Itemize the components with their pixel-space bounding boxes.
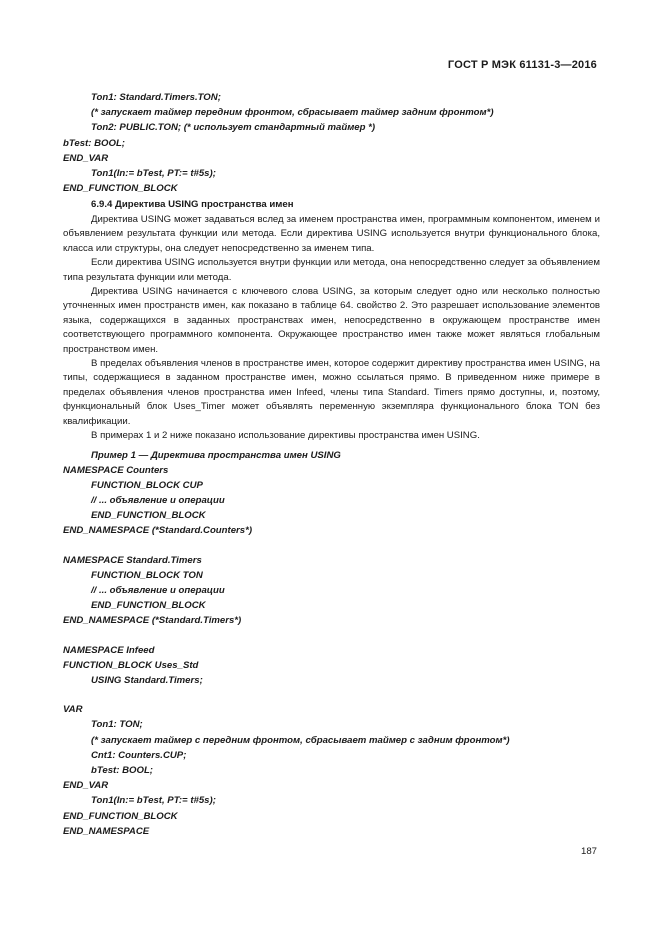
code-line: FUNCTION_BLOCK Uses_Std: [63, 659, 199, 671]
code-line: (* запускает таймер с передним фронтом, сбрасывает таймер с задним фронтом*): [91, 734, 510, 746]
paragraph: Директива USING начинается с ключевого слова USING, за которым следует одно или несколько полностью уточненных имен пространств имен, как показано в таблице 64. свойство 2. Это разрешает использование элементов языка, содержащихся в заданных пространствах имен, непосредственно в окружающем пространстве имен соответствующего программного компонента. Окружающее пространство имен также может являться глобальным пространством имен.: [63, 286, 600, 355]
example-label: Пример 1 — Директива пространства имен USING: [91, 449, 341, 461]
code-line: FUNCTION_BLOCK TON: [91, 569, 203, 581]
code-line: END_FUNCTION_BLOCK: [91, 510, 206, 522]
paragraph: В пределах объявления членов в пространстве имен, которое содержит директиву пространства имен USING, на типы, содержащиеся в заданном пространстве имен, можно ссылаться прямо. В приведенном ниже примере в пределах объявления членов пространства имен Infeed, члены типа Standard. Timers прямо доступны, и, поэтому, функциональный блок Uses_Timer может объявлять переменную экземпляра функционального блока TON без квалификации.: [63, 358, 600, 427]
paragraph: Директива USING может задаваться вслед за именем пространства имен, программным компонентом, именем и объявлением результата функции или метода. Если директива USING используется внутри функционального блока, класса или структуры, она следует непосредственно за именем типа.: [63, 214, 600, 254]
code-line: (* запускает таймер передним фронтом, сбрасывает таймер задним фронтом*): [91, 107, 494, 119]
code-line: Cnt1: Counters.CUP;: [91, 749, 187, 761]
page-number: 187: [580, 846, 597, 857]
code-block-2: [63, 463, 600, 839]
code-line: END_FUNCTION_BLOCK: [63, 810, 178, 822]
code-line: bTest: BOOL;: [91, 764, 153, 776]
code-line: USING Standard.Timers;: [91, 674, 203, 686]
code-line: END_NAMESPACE: [63, 825, 150, 837]
code-line: END_NAMESPACE (*Standard.Counters*): [63, 525, 253, 537]
code-line: FUNCTION_BLOCK CUP: [91, 479, 203, 491]
blank-line: [63, 629, 600, 643]
code-line: // ... объявление и операции: [91, 494, 225, 506]
code-line: NAMESPACE Standard.Timers: [63, 554, 202, 566]
code-line: END_VAR: [63, 152, 109, 164]
code-line: END_FUNCTION_BLOCK: [63, 183, 178, 195]
code-line: Ton2: PUBLIC.TON; (* использует стандартный таймер *): [91, 122, 376, 134]
document-header-standard-id: ГОСТ Р МЭК 61131-3—2016: [447, 59, 597, 71]
code-line: END_VAR: [63, 780, 109, 792]
body-text: [63, 213, 600, 444]
code-line: END_NAMESPACE (*Standard.Timers*): [63, 615, 242, 627]
code-line: NAMESPACE Counters: [63, 464, 169, 476]
page-content: [63, 90, 600, 839]
code-line: Ton1: TON;: [91, 719, 143, 731]
paragraph: В примерах 1 и 2 ниже показано использование директивы пространства имен USING.: [91, 430, 480, 442]
code-line: Ton1: Standard.Timers.TON;: [91, 92, 221, 103]
code-line: Ton1(In:= bTest, PT:= t#5s);: [91, 168, 216, 180]
code-line: VAR: [63, 704, 83, 716]
section-heading: 6.9.4 Директива USING пространства имен: [91, 199, 294, 211]
code-line: NAMESPACE Infeed: [63, 644, 155, 656]
code-line: // ... объявление и операции: [91, 584, 225, 596]
code-line: Ton1(In:= bTest, PT:= t#5s);: [91, 795, 216, 807]
paragraph: Если директива USING используется внутри функции или метода, она непосредственно следует за объявлением типа результата функции или метода.: [63, 257, 600, 283]
blank-line: [63, 688, 600, 702]
code-line: bTest: BOOL;: [63, 137, 125, 149]
code-block-1: [63, 90, 600, 196]
code-line: END_FUNCTION_BLOCK: [91, 600, 206, 612]
blank-line: [63, 539, 600, 553]
